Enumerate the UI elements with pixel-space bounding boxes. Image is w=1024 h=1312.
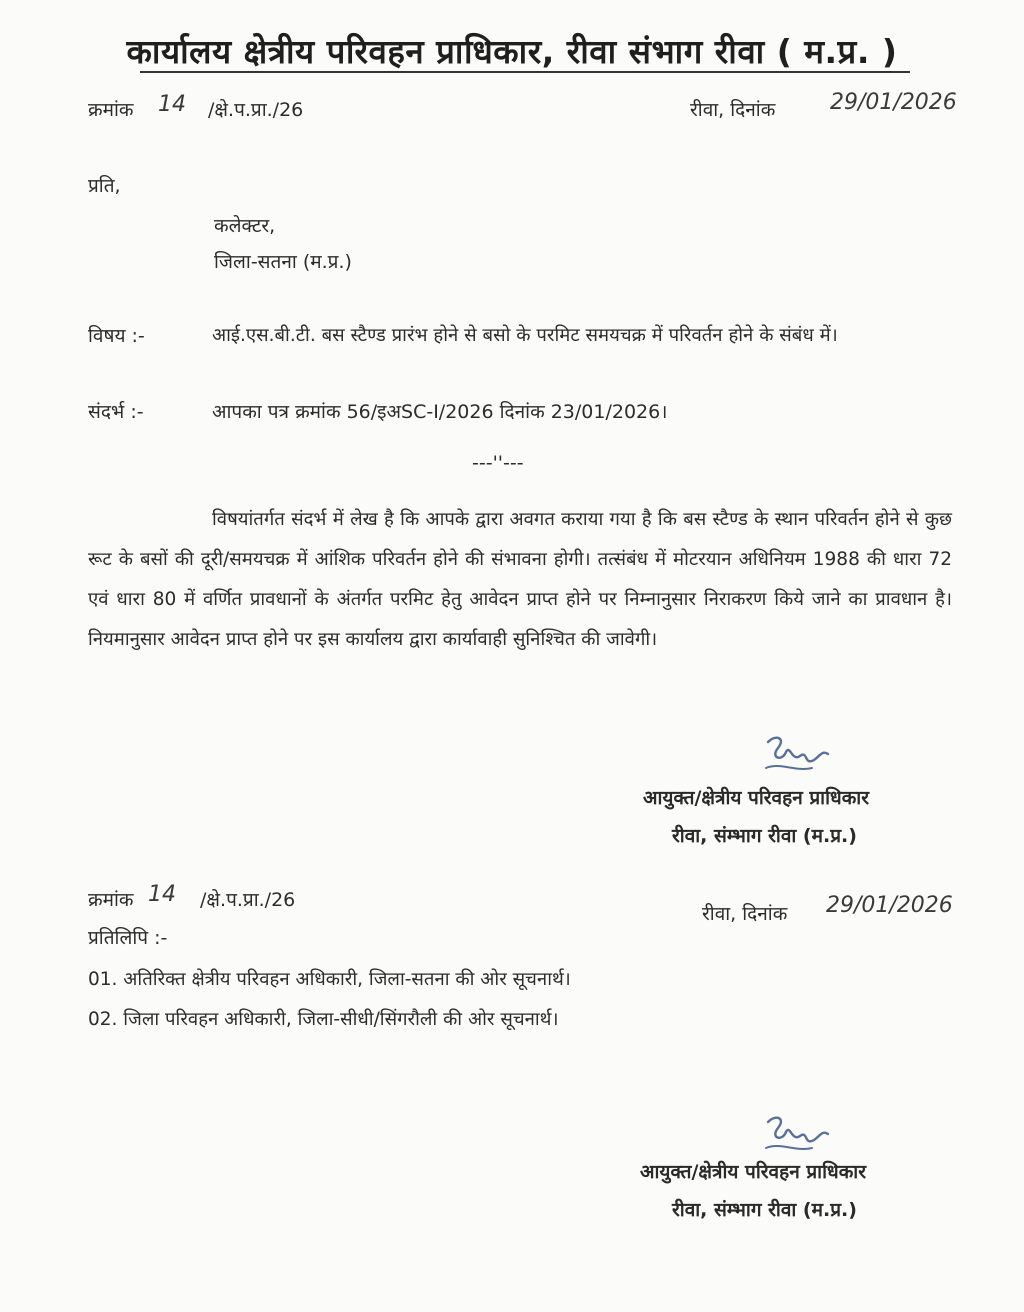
ref-suffix: /क्षे.प.प्रा./26	[208, 99, 304, 121]
ref-number-handwritten: 14	[158, 92, 186, 117]
signature-2-place: रीवा, संम्भाग रीवा (म.प्र.)	[672, 1199, 857, 1221]
signature-2-designation: आयुक्त/क्षेत्रीय परिवहन प्राधिकार	[640, 1161, 866, 1183]
copy-ref-label: क्रमांक	[88, 889, 134, 911]
ref-label: क्रमांक	[88, 99, 134, 121]
signature-2	[756, 1112, 836, 1162]
copy-label: प्रतिलिपि :-	[88, 927, 168, 949]
copy-item: 01. अतिरिक्त क्षेत्रीय परिवहन अधिकारी, जिला-सतना की ओर सूचनार्थ।	[88, 969, 571, 990]
subject-text: आई.एस.बी.टी. बस स्टैण्ड प्रारंभ होने से बसो के परमिट समयचक्र में परिवर्तन होने के संबंध में।	[212, 325, 838, 346]
signature-1-place: रीवा, संम्भाग रीवा (म.प्र.)	[672, 825, 857, 847]
copy-date-handwritten: 29/01/2026	[826, 893, 953, 918]
recipient-line2: जिला-सतना (म.प्र.)	[214, 251, 352, 273]
date-handwritten: 29/01/2026	[830, 90, 957, 115]
separator: ---''---	[472, 452, 524, 474]
signature-1	[756, 732, 836, 782]
place-date-label: रीवा, दिनांक	[690, 99, 776, 121]
copy-item: 02. जिला परिवहन अधिकारी, जिला-सीधी/सिंगरौली की ओर सूचनार्थ।	[88, 1009, 559, 1030]
reference-label: संदर्भ :-	[88, 401, 144, 423]
office-title: कार्यालय क्षेत्रीय परिवहन प्राधिकार, रीवा संभाग रीवा ( म.प्र. )	[126, 32, 898, 71]
body-paragraph: विषयांतर्गत संदर्भ में लेख है कि आपके द्वारा अवगत कराया गया है कि बस स्टैण्ड के स्थान परिवर्तन होने से कुछ रूट के बसों की दूरी/समयचक्र में आंशिक परिवर्तन होने की संभावना होगी। तत्संबंध में मोटरयान अधिनियम 1988 की धारा 72 एवं धारा 80 में वर्णित प्रावधानों के अंतर्गत परमिट हेतु आवेदन प्राप्त होने पर निम्नानुसार निराकरण किये जाने का प्रावधान है। नियमानुसार आवेदन प्राप्त होने पर इस कार्यालय द्वारा कार्यावाही सुनिश्चित की जावेगी।	[88, 509, 952, 650]
signature-1-designation: आयुक्त/क्षेत्रीय परिवहन प्राधिकार	[643, 787, 869, 809]
reference-text: आपका पत्र क्रमांक 56/इअSC-I/2026 दिनांक 23/01/2026।	[212, 401, 668, 423]
to-label: प्रति,	[88, 175, 121, 197]
heading-underline	[140, 71, 910, 73]
copy-ref-suffix: /क्षे.प.प्रा./26	[200, 889, 296, 911]
copy-place-date-label: रीवा, दिनांक	[702, 903, 788, 925]
copy-ref-number-handwritten: 14	[148, 882, 176, 907]
subject-label: विषय :-	[88, 325, 145, 347]
recipient-line1: कलेक्टर,	[214, 215, 276, 237]
